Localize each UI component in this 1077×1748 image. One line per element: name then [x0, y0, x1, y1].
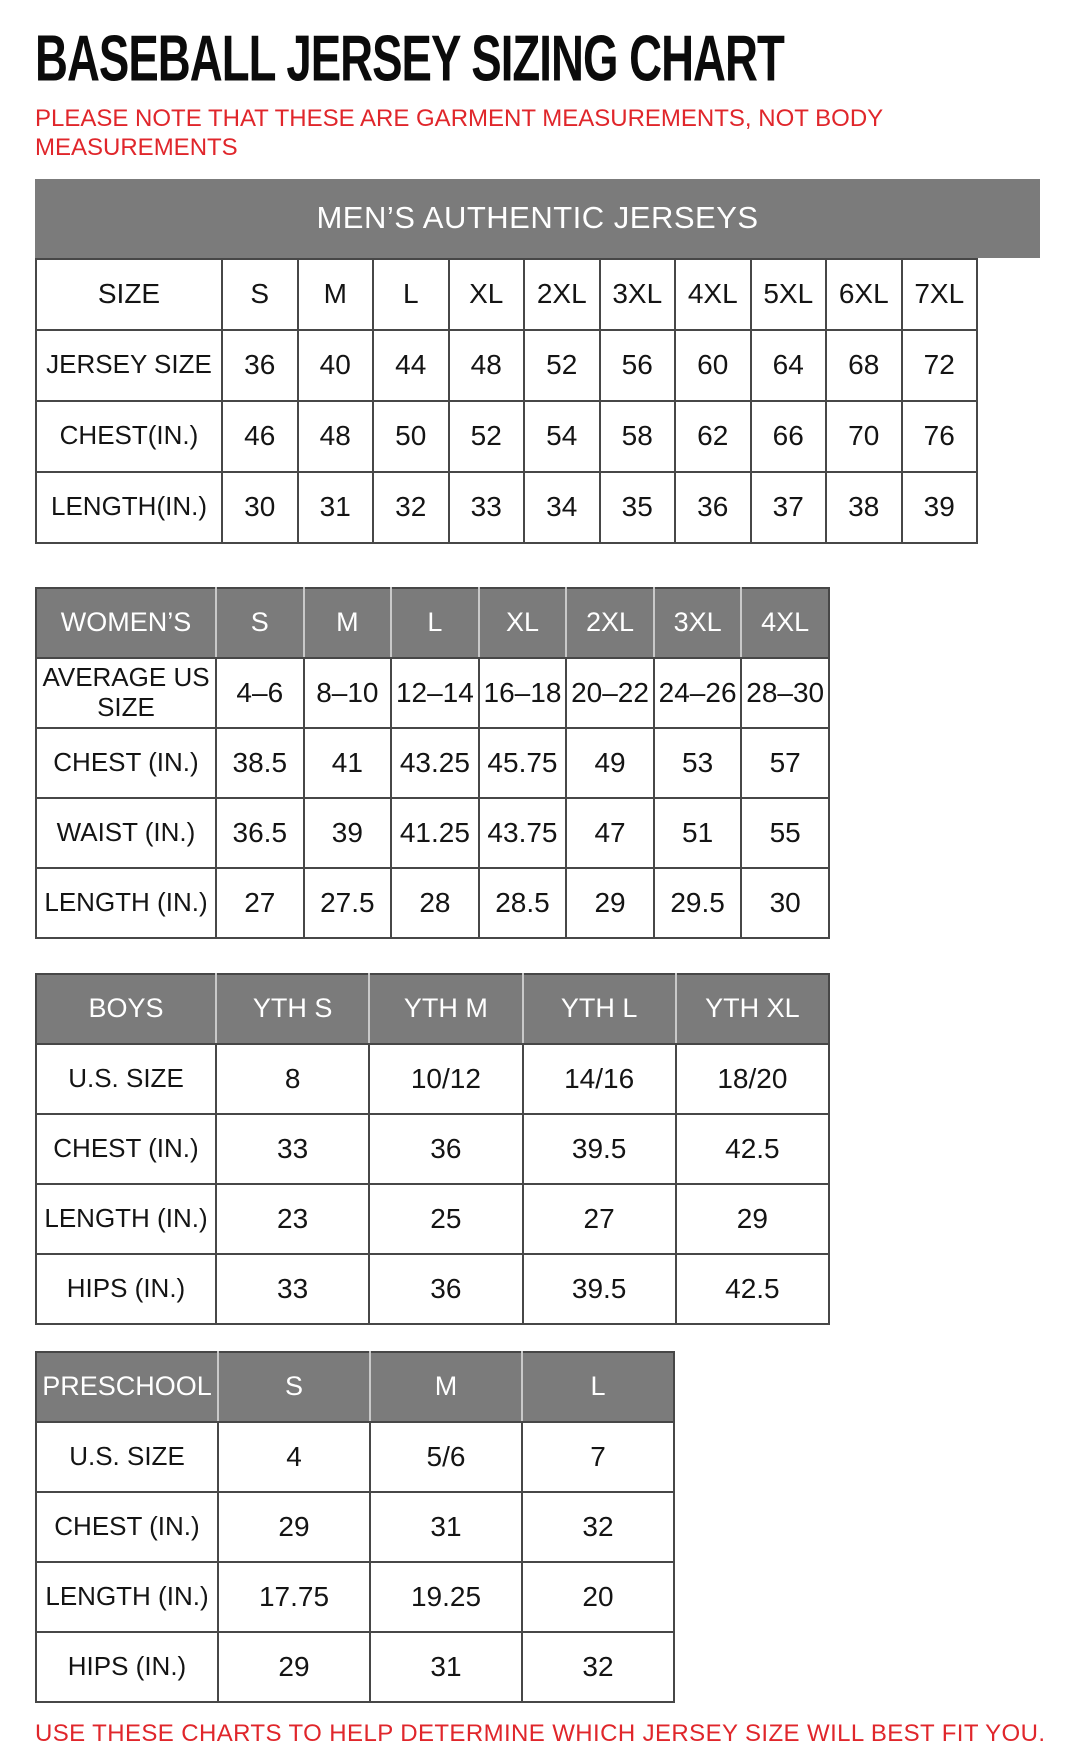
table-header-row	[36, 259, 977, 330]
cell-value: 19.25	[370, 1562, 522, 1632]
cell-value: 33	[216, 1114, 369, 1184]
cell-value: 38.5	[216, 728, 304, 798]
cell-value: 25	[369, 1184, 522, 1254]
column-header: 6XL	[826, 259, 902, 330]
boys-sizing-table	[35, 973, 830, 1325]
row-label: WAIST (IN.)	[36, 798, 216, 868]
cell-value: 50	[373, 401, 449, 472]
column-header: 2XL	[566, 588, 654, 658]
preschool-section	[35, 1351, 1040, 1703]
row-label: JERSEY SIZE	[36, 330, 222, 401]
column-header: XL	[479, 588, 567, 658]
cell-value: 27.5	[304, 868, 392, 938]
cell-value: 10/12	[369, 1044, 522, 1114]
cell-value: 72	[902, 330, 978, 401]
cell-value: 36.5	[216, 798, 304, 868]
cell-value: 18/20	[676, 1044, 829, 1114]
cell-value: 66	[751, 401, 827, 472]
cell-value: 47	[566, 798, 654, 868]
column-header: 5XL	[751, 259, 827, 330]
row-label: LENGTH(IN.)	[36, 472, 222, 543]
cell-value: 56	[600, 330, 676, 401]
cell-value: 38	[826, 472, 902, 543]
cell-value: 29	[218, 1632, 370, 1702]
cell-value: 31	[370, 1492, 522, 1562]
cell-value: 35	[600, 472, 676, 543]
row-label: HIPS (IN.)	[36, 1632, 218, 1702]
cell-value: 29	[566, 868, 654, 938]
page-title: BASEBALL JERSEY SIZING CHART	[35, 21, 784, 95]
table-row	[36, 1184, 829, 1254]
cell-value: 30	[741, 868, 829, 938]
column-header: L	[522, 1352, 674, 1422]
table-row	[36, 1422, 674, 1492]
column-header: YTH XL	[676, 974, 829, 1044]
row-label: AVERAGE US SIZE	[36, 658, 216, 728]
cell-value: 14/16	[523, 1044, 676, 1114]
cell-value: 30	[222, 472, 298, 543]
cell-value: 8–10	[304, 658, 392, 728]
cell-value: 39.5	[523, 1254, 676, 1324]
column-header: YTH M	[369, 974, 522, 1044]
spacer	[35, 939, 1040, 973]
cell-value: 28–30	[741, 658, 829, 728]
table-row	[36, 1114, 829, 1184]
cell-value: 8	[216, 1044, 369, 1114]
cell-value: 60	[675, 330, 751, 401]
table-header-row	[36, 974, 829, 1044]
mens-sizing-table	[35, 258, 978, 544]
garment-measurement-note: PLEASE NOTE THAT THESE ARE GARMENT MEASUREMENTS, NOT BODY MEASUREMENTS	[35, 105, 883, 162]
cell-value: 49	[566, 728, 654, 798]
row-label: U.S. SIZE	[36, 1422, 218, 1492]
boys-section	[35, 973, 1040, 1325]
cell-value: 42.5	[676, 1254, 829, 1324]
row-label: LENGTH (IN.)	[36, 1562, 218, 1632]
cell-value: 23	[216, 1184, 369, 1254]
cell-value: 5/6	[370, 1422, 522, 1492]
column-header: S	[216, 588, 304, 658]
cell-value: 20–22	[566, 658, 654, 728]
cell-value: 4–6	[216, 658, 304, 728]
cell-value: 33	[216, 1254, 369, 1324]
column-header: S	[222, 259, 298, 330]
cell-value: 39	[304, 798, 392, 868]
column-header: S	[218, 1352, 370, 1422]
table-row	[36, 658, 829, 728]
cell-value: 7	[522, 1422, 674, 1492]
cell-value: 33	[449, 472, 525, 543]
column-header: 3XL	[654, 588, 742, 658]
column-header: L	[391, 588, 479, 658]
cell-value: 54	[524, 401, 600, 472]
cell-value: 43.25	[391, 728, 479, 798]
cell-value: 41.25	[391, 798, 479, 868]
cell-value: 46	[222, 401, 298, 472]
row-label: CHEST(IN.)	[36, 401, 222, 472]
cell-value: 45.75	[479, 728, 567, 798]
cell-value: 62	[675, 401, 751, 472]
cell-value: 48	[449, 330, 525, 401]
table-row	[36, 798, 829, 868]
cell-value: 52	[524, 330, 600, 401]
cell-value: 16–18	[479, 658, 567, 728]
cell-value: 20	[522, 1562, 674, 1632]
cell-value: 43.75	[479, 798, 567, 868]
cell-value: 36	[369, 1114, 522, 1184]
table-row	[36, 1044, 829, 1114]
cell-value: 44	[373, 330, 449, 401]
cell-value: 32	[522, 1492, 674, 1562]
cell-value: 64	[751, 330, 827, 401]
mens-section	[35, 179, 1040, 544]
table-row	[36, 728, 829, 798]
table-header-row	[36, 1352, 674, 1422]
row-label: CHEST (IN.)	[36, 1492, 218, 1562]
row-label: CHEST (IN.)	[36, 728, 216, 798]
column-header: YTH L	[523, 974, 676, 1044]
cell-value: 4	[218, 1422, 370, 1492]
cell-value: 53	[654, 728, 742, 798]
cell-value: 28.5	[479, 868, 567, 938]
cell-value: 40	[298, 330, 374, 401]
cell-value: 37	[751, 472, 827, 543]
cell-value: 57	[741, 728, 829, 798]
table-row	[36, 1254, 829, 1324]
column-header: SIZE	[36, 259, 222, 330]
table-row	[36, 868, 829, 938]
table-row	[36, 1632, 674, 1702]
row-label: HIPS (IN.)	[36, 1254, 216, 1324]
cell-value: 27	[523, 1184, 676, 1254]
womens-sizing-table	[35, 587, 830, 939]
cell-value: 36	[675, 472, 751, 543]
cell-value: 29	[676, 1184, 829, 1254]
column-header: XL	[449, 259, 525, 330]
row-label: LENGTH (IN.)	[36, 868, 216, 938]
column-header: WOMEN’S	[36, 588, 216, 658]
cell-value: 31	[370, 1632, 522, 1702]
table-row	[36, 1492, 674, 1562]
column-header: PRESCHOOL	[36, 1352, 218, 1422]
cell-value: 12–14	[391, 658, 479, 728]
cell-value: 52	[449, 401, 525, 472]
row-label: LENGTH (IN.)	[36, 1184, 216, 1254]
cell-value: 36	[369, 1254, 522, 1324]
cell-value: 48	[298, 401, 374, 472]
cell-value: 24–26	[654, 658, 742, 728]
spacer	[35, 1325, 1040, 1351]
preschool-sizing-table	[35, 1351, 675, 1703]
column-header: YTH S	[216, 974, 369, 1044]
column-header: 4XL	[741, 588, 829, 658]
column-header: 7XL	[902, 259, 978, 330]
cell-value: 70	[826, 401, 902, 472]
row-label: U.S. SIZE	[36, 1044, 216, 1114]
row-label: CHEST (IN.)	[36, 1114, 216, 1184]
cell-value: 68	[826, 330, 902, 401]
column-header: M	[370, 1352, 522, 1422]
column-header: BOYS	[36, 974, 216, 1044]
mens-banner: MEN’S AUTHENTIC JERSEYS	[35, 179, 1040, 258]
fit-advice-footer: USE THESE CHARTS TO HELP DETERMINE WHICH JERSEY SIZE WILL BEST FIT YOU.	[35, 1719, 1046, 1747]
cell-value: 51	[654, 798, 742, 868]
column-header: 2XL	[524, 259, 600, 330]
cell-value: 41	[304, 728, 392, 798]
column-header: L	[373, 259, 449, 330]
cell-value: 76	[902, 401, 978, 472]
table-row	[36, 401, 977, 472]
column-header: M	[304, 588, 392, 658]
cell-value: 32	[373, 472, 449, 543]
cell-value: 17.75	[218, 1562, 370, 1632]
table-row	[36, 472, 977, 543]
table-row	[36, 330, 977, 401]
cell-value: 39	[902, 472, 978, 543]
column-header: 3XL	[600, 259, 676, 330]
cell-value: 36	[222, 330, 298, 401]
column-header: 4XL	[675, 259, 751, 330]
table-header-row	[36, 588, 829, 658]
cell-value: 39.5	[523, 1114, 676, 1184]
womens-section	[35, 587, 1040, 939]
cell-value: 31	[298, 472, 374, 543]
spacer	[35, 544, 1040, 587]
cell-value: 29.5	[654, 868, 742, 938]
cell-value: 29	[218, 1492, 370, 1562]
cell-value: 42.5	[676, 1114, 829, 1184]
cell-value: 27	[216, 868, 304, 938]
cell-value: 55	[741, 798, 829, 868]
cell-value: 32	[522, 1632, 674, 1702]
column-header: M	[298, 259, 374, 330]
cell-value: 58	[600, 401, 676, 472]
cell-value: 34	[524, 472, 600, 543]
table-row	[36, 1562, 674, 1632]
cell-value: 28	[391, 868, 479, 938]
